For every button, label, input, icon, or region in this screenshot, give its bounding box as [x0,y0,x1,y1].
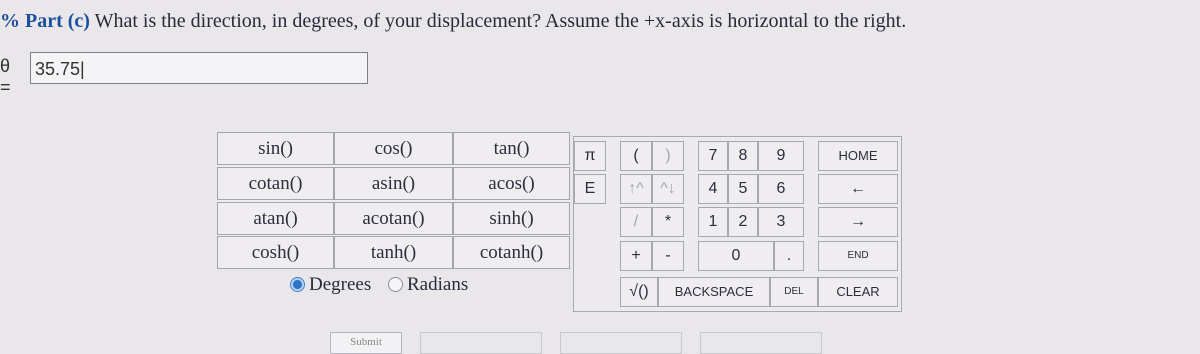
digit-6-key[interactable]: 6 [758,174,804,204]
function-grid [217,132,570,268]
digit-7-key[interactable]: 7 [698,141,728,171]
plus-key[interactable]: + [620,241,652,271]
give-up-button[interactable] [700,332,822,354]
home-key[interactable]: HOME [818,141,898,171]
digit-2-key[interactable]: 2 [728,207,758,237]
function-cotan-button[interactable]: cotan() [217,167,334,200]
function-sinh-button[interactable]: sinh() [453,202,570,235]
backspace-key[interactable]: BACKSPACE [658,277,770,307]
sqrt-key[interactable]: √() [620,277,658,307]
pi-key[interactable]: π [574,141,606,171]
del-key[interactable]: DEL [770,277,818,307]
multiply-key[interactable]: * [652,207,684,237]
digit-1-key[interactable]: 1 [698,207,728,237]
open-paren-key[interactable]: ( [620,141,652,171]
right-arrow-key[interactable]: → [818,207,898,237]
degrees-label: Degrees [309,274,372,295]
minus-key[interactable]: - [652,241,684,271]
hint-button[interactable] [420,332,542,354]
close-paren-key[interactable]: ) [652,141,684,171]
feedback-button[interactable] [560,332,682,354]
answer-input[interactable]: 35.75| [30,52,368,84]
question-text [0,4,1200,38]
function-cosh-button[interactable]: cosh() [217,236,334,269]
function-cos-button[interactable]: cos() [334,132,453,165]
function-atan-button[interactable]: atan() [217,202,334,235]
radians-radio[interactable] [388,277,403,292]
decimal-key[interactable]: . [774,241,804,271]
theta-label: θ = [0,56,11,97]
digit-5-key[interactable]: 5 [728,174,758,204]
keypad [573,136,902,312]
function-panel [217,132,570,268]
function-tan-button[interactable]: tan() [453,132,570,165]
function-acotan-button[interactable]: acotan() [334,202,453,235]
angle-mode-selector [290,272,480,298]
function-sin-button[interactable]: sin() [217,132,334,165]
digit-3-key[interactable]: 3 [758,207,804,237]
clear-key[interactable]: CLEAR [818,277,898,307]
e-key[interactable]: E [574,174,606,204]
function-tanh-button[interactable]: tanh() [334,236,453,269]
divide-key[interactable]: / [620,207,652,237]
digit-0-key[interactable]: 0 [698,241,774,271]
digit-4-key[interactable]: 4 [698,174,728,204]
degrees-radio[interactable] [290,277,305,292]
radians-label: Radians [407,274,469,295]
function-acos-button[interactable]: acos() [453,167,570,200]
function-asin-button[interactable]: asin() [334,167,453,200]
part-label: % Part (c) [0,10,90,32]
down-caret-key[interactable]: ^↓ [652,174,684,204]
function-cotanh-button[interactable]: cotanh() [453,236,570,269]
left-arrow-key[interactable]: ← [818,174,898,204]
digit-9-key[interactable]: 9 [758,141,804,171]
question-body: What is the direction, in degrees, of your displacement? Assume the +x-axis is horizontal to the right. [94,10,907,32]
up-caret-key[interactable]: ↑^ [620,174,652,204]
digit-8-key[interactable]: 8 [728,141,758,171]
end-key[interactable]: END [818,241,898,271]
submit-button[interactable]: Submit [330,332,402,354]
